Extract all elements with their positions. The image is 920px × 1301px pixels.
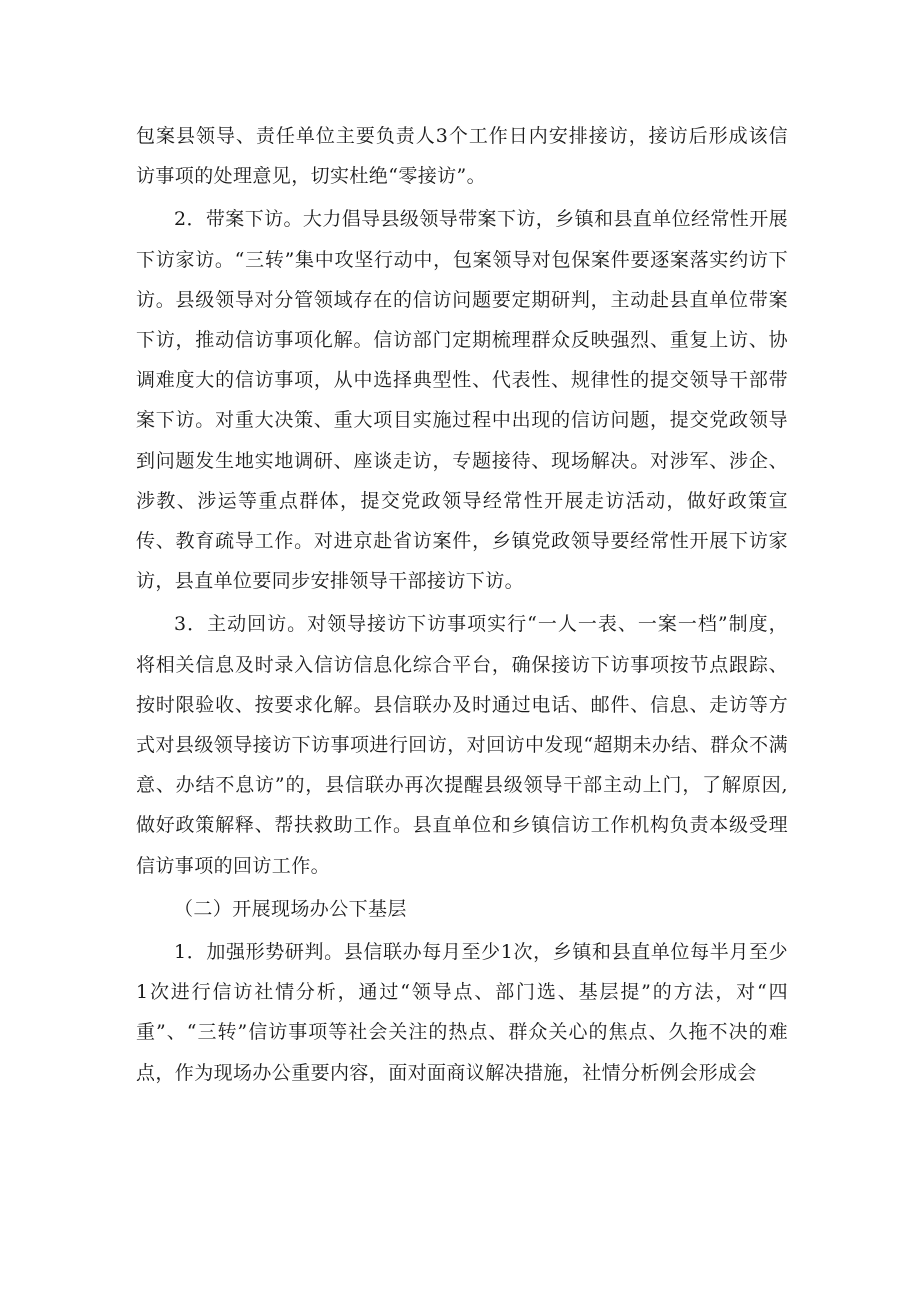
document-page xyxy=(136,116,788,1093)
paragraph-item-2-case-visits: 2．带案下访。大力倡导县级领导带案下访，乡镇和县直单位经常性开展下访家访。“三转”集中攻坚行动中，包案领导对包保案件要逐案落实约访下访。县级领导对分管领域存在的信访问题要定期研判，主动赴县直单位带案下访，推动信访事项化解。信访部门定期梳理群众反映强烈、重复上访、协调难度大的信访事项，从中选择典型性、代表性、规律性的提交领导干部带案下访。对重大决策、重大项目实施过程中出现的信访问题，提交党政领导到问题发生地实地调研、座谈走访，专题接待、现场解决。对涉军、涉企、涉教、涉运等重点群体，提交党政领导经常性开展走访活动，做好政策宣传、教育疏导工作。对进京赴省访案件，乡镇党政领导要经常性开展下访家访，县直单位要同步安排领导干部接访下访。 xyxy=(136,208,788,593)
paragraph-item-1-situation-analysis: 1．加强形势研判。县信联办每月至少1次，乡镇和县直单位每半月至少1次进行信访社情分析，通过“领导点、部门选、基层提”的方法，对“四重”、“三转”信访事项等社会关注的热点、群众关心的焦点、久拖不决的难点，作为现场办公重要内容，面对面商议解决措施，社情分析例会形成会 xyxy=(136,941,788,1084)
section-heading: （二）开展现场办公下基层 xyxy=(174,897,407,920)
paragraph-continuation: 包案县领导、责任单位主要负责人3个工作日内安排接访，接访后形成该信访事项的处理意见，切实杜绝“零接访”。 xyxy=(136,125,788,188)
paragraph-item-3-return-visits: 3．主动回访。对领导接访下访事项实行“一人一表、一案一档”制度，将相关信息及时录入信访信息化综合平台，确保接访下访事项按节点跟踪、按时限验收、按要求化解。县信联办及时通过电话、邮件、信息、走访等方式对县级领导接访下访事项进行回访，对回访中发现“超期未办结、群众不满意、办结不息访”的，县信联办再次提醒县级领导干部主动上门，了解原因,做好政策解释、帮扶救助工作。县直单位和乡镇信访工作机构负责本级受理信访事项的回访工作。 xyxy=(136,613,788,877)
